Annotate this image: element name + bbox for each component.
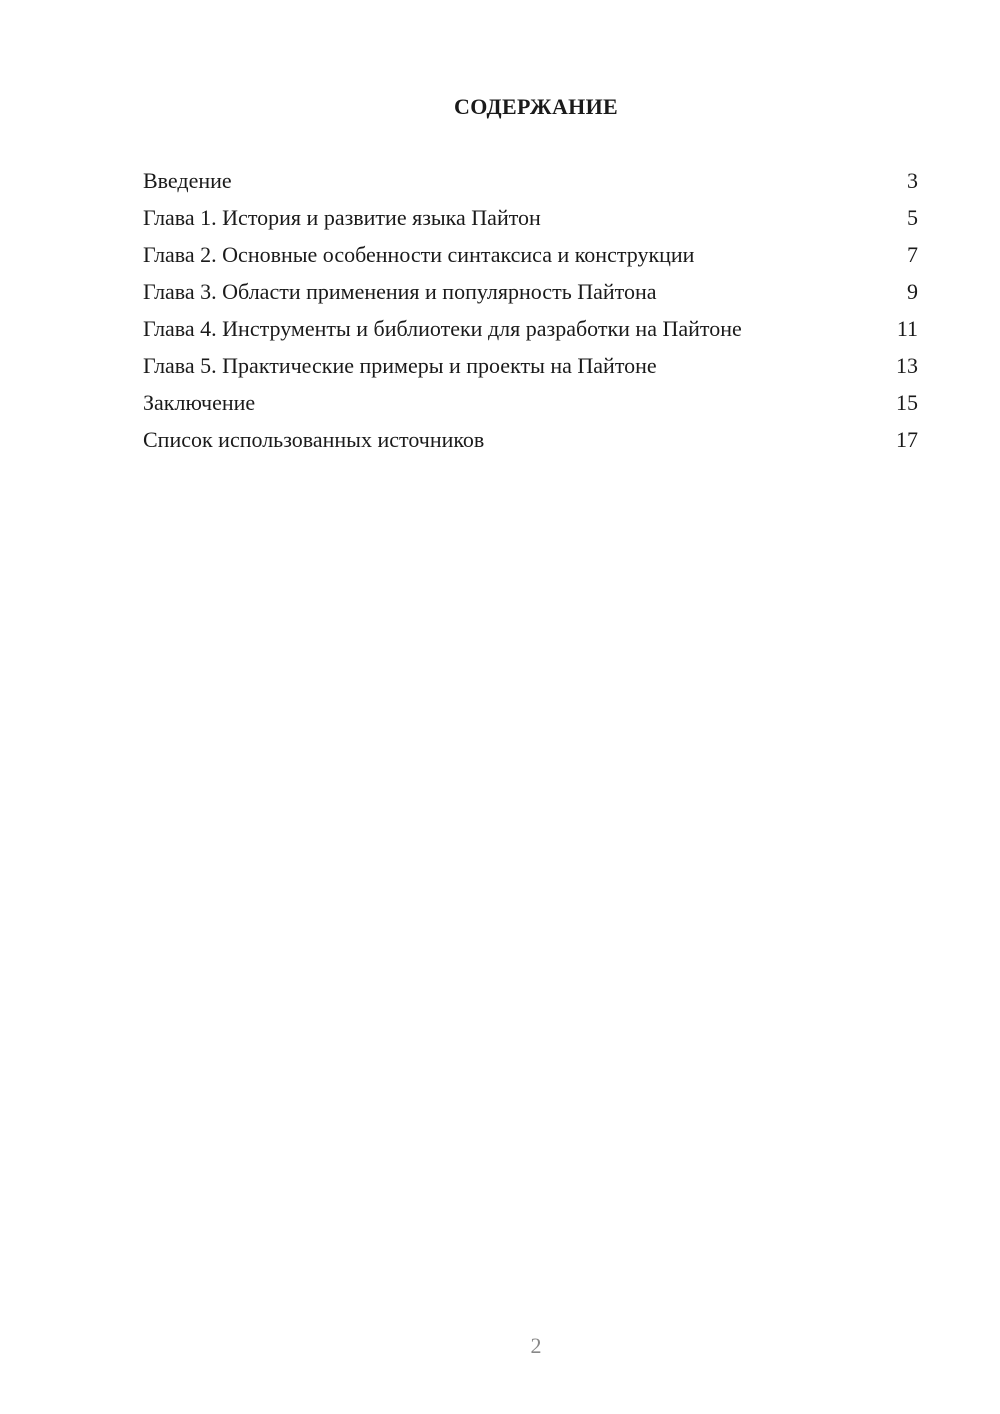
toc-entry-page: 7	[907, 242, 918, 267]
toc-entry-label: Глава 4. Инструменты и библиотеки для разработки на Пайтоне	[143, 316, 742, 341]
toc-entry-page: 13	[896, 353, 918, 378]
toc-entry	[143, 390, 918, 416]
toc-entry-label: Глава 5. Практические примеры и проекты на Пайтоне	[143, 353, 657, 378]
page-number: 2	[530, 1333, 542, 1358]
toc-entry	[143, 279, 918, 305]
toc-entry	[143, 353, 918, 379]
toc-entry-label: Глава 2. Основные особенности синтаксиса и конструкции	[143, 242, 695, 267]
toc-title: СОДЕРЖАНИЕ	[454, 94, 618, 119]
toc-entry	[143, 427, 918, 453]
toc-entry-page: 5	[907, 205, 918, 230]
toc-entry-page: 3	[907, 168, 918, 193]
toc-entry	[143, 316, 918, 342]
toc-entry-page: 9	[907, 279, 918, 304]
toc-entry	[143, 168, 918, 194]
toc-entry-label: Список использованных источников	[143, 427, 485, 452]
toc-entry	[143, 242, 918, 268]
toc-entry-label: Глава 1. История и развитие языка Пайтон	[143, 205, 541, 230]
toc-entry-page: 17	[896, 427, 918, 452]
toc-entry-page: 11	[896, 316, 918, 341]
table-of-contents	[143, 168, 918, 464]
toc-entry-label: Глава 3. Области применения и популярность Пайтона	[143, 279, 657, 304]
toc-entry-page: 15	[896, 390, 918, 415]
toc-entry-label: Введение	[143, 168, 232, 193]
toc-entry-label: Заключение	[143, 390, 256, 415]
toc-entry	[143, 205, 918, 231]
